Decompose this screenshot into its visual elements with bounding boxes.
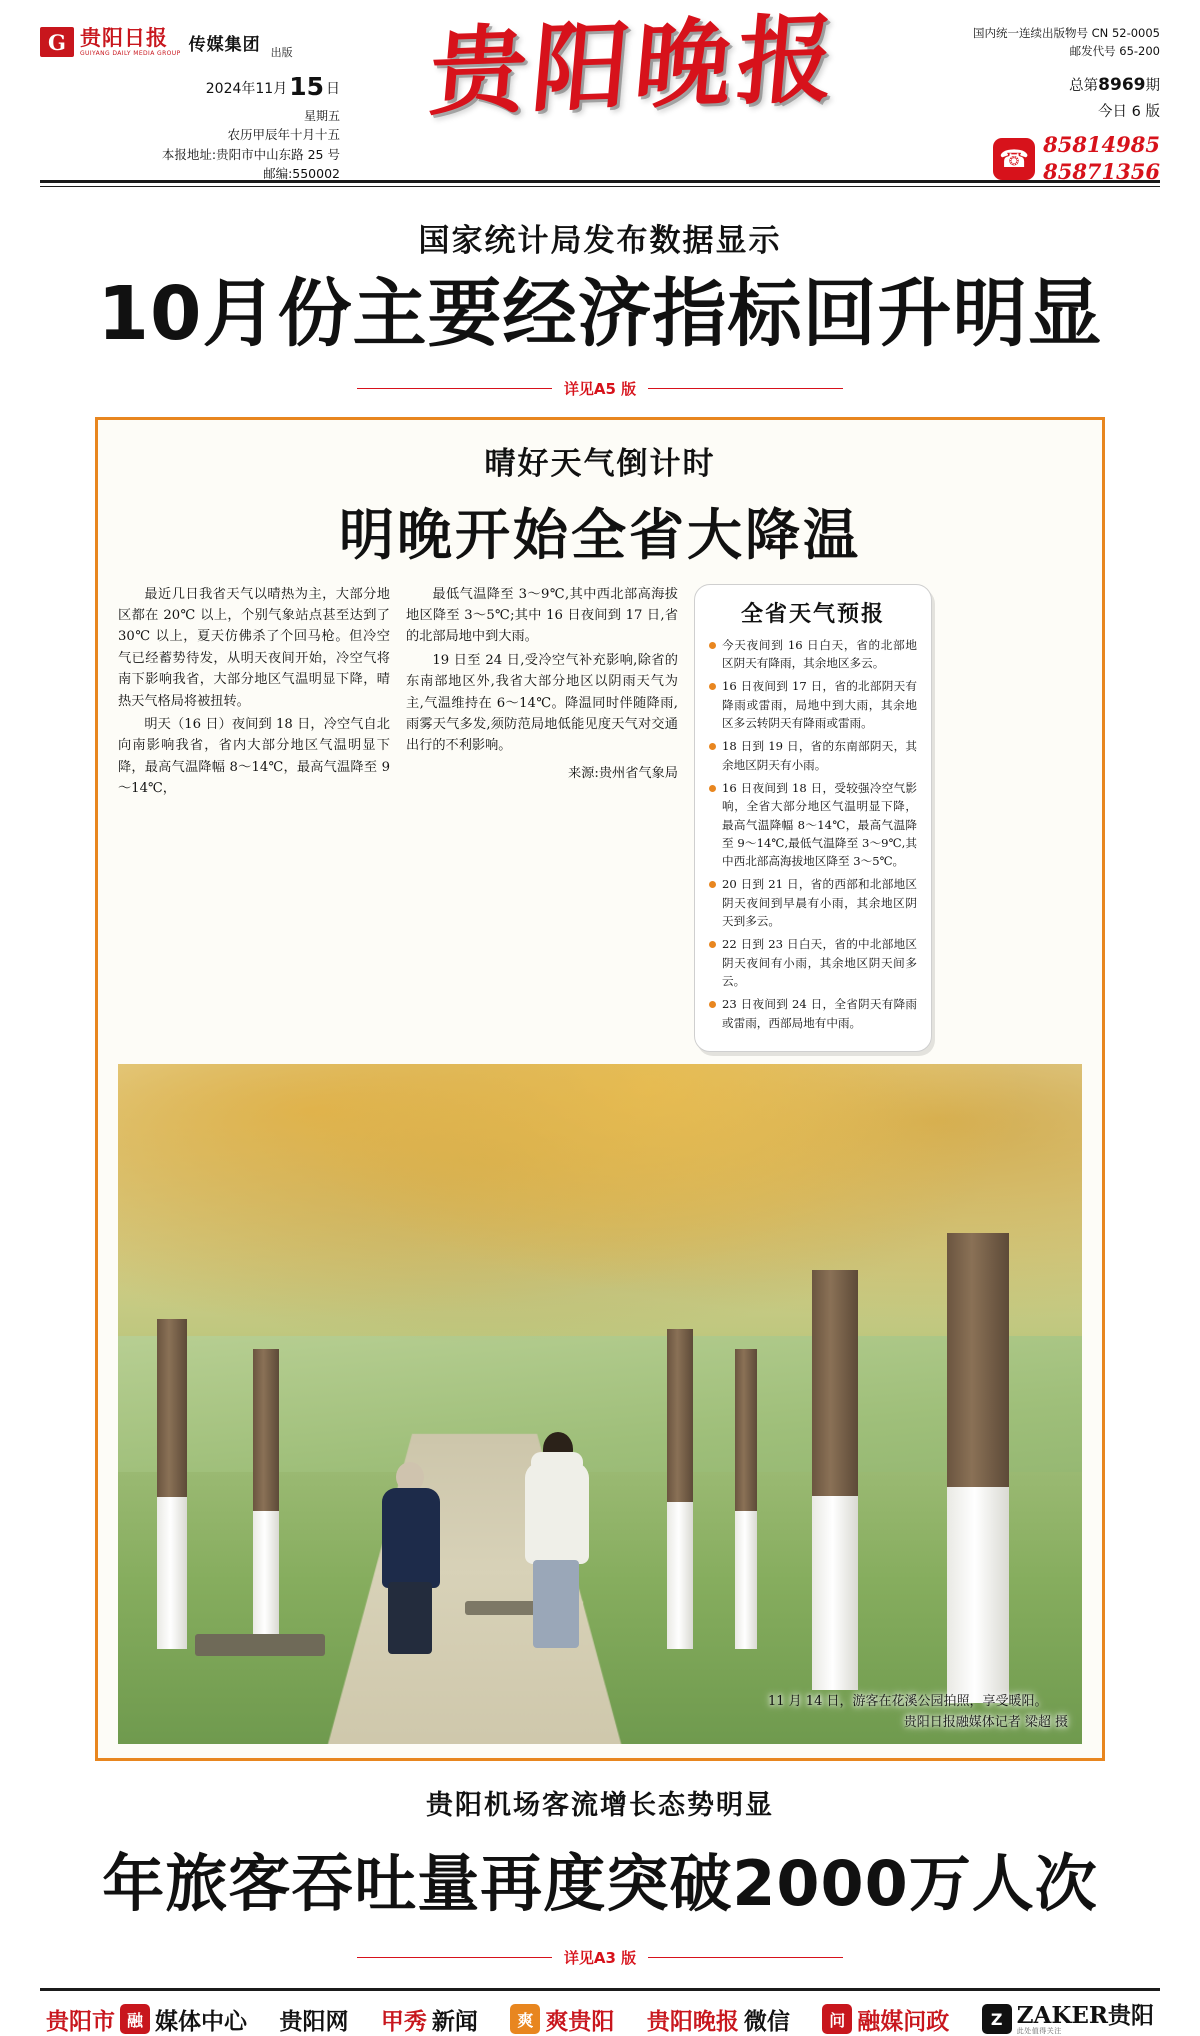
footer-label-black: ZAKER贵阳 <box>1016 2001 1154 2029</box>
postal-zip: 邮编:550002 <box>263 166 340 182</box>
photo-tree <box>253 1349 279 1649</box>
hotline-1: 85814985 <box>1043 132 1160 158</box>
zaker-icon: Z <box>982 2004 1012 2034</box>
masthead <box>40 0 1160 184</box>
issue-number-line <box>930 71 1160 125</box>
feature-story-box <box>95 417 1105 1761</box>
group-name-cn: 贵阳日报 <box>80 25 168 50</box>
issn-line: 国内统一连续出版物号 CN 52-0005 <box>973 26 1160 40</box>
masthead-center <box>340 1 930 130</box>
footer-item-media-center[interactable] <box>46 2003 247 2036</box>
footer-item-jiaxiu-news[interactable] <box>381 2003 478 2036</box>
feature-column-1 <box>118 584 390 1052</box>
hotline-numbers <box>1043 132 1160 185</box>
lead-kicker: 国家统计局发布数据显示 <box>418 223 782 259</box>
weather-item: 18 日到 19 日，省的东南部阴天，其余地区阴天有小雨。 <box>709 737 917 774</box>
photo-person-walking <box>378 1462 444 1662</box>
see-more-rule-right <box>648 1957 843 1958</box>
office-address: 本报地址:贵阳市中山东路 25 号 <box>161 146 340 162</box>
weekday: 星期五 <box>303 108 340 123</box>
group-suffix: 传媒集团 <box>188 34 261 55</box>
dateline <box>40 68 340 183</box>
issue-suffix: 期 <box>1145 77 1160 94</box>
footer-label-red: 融媒问政 <box>857 2007 950 2035</box>
group-logo-icon: G <box>40 27 74 57</box>
photo-credit: 贵阳日报融媒体记者 梁超 摄 <box>903 1715 1068 1731</box>
weather-forecast-title: 全省天气预报 <box>740 600 885 627</box>
photo-tree <box>735 1349 757 1649</box>
feature-photo <box>118 1064 1082 1744</box>
footer-label-red: 贵阳市 <box>46 2007 115 2035</box>
photo-person-photographing <box>523 1432 593 1662</box>
feature-col1-para2: 明天（16 日）夜间到 18 日，冷空气自北向南影响我省，省内大部分地区气温明显下降，最高气温降幅 8～14℃，最高气温降至 9～14℃， <box>118 716 390 797</box>
footer-label-red: 贵阳晚报 <box>646 2007 739 2035</box>
feature-kicker: 晴好天气倒计时 <box>484 445 716 482</box>
lunar-date: 农历甲辰年十月十五 <box>227 127 340 143</box>
lead-story <box>40 187 1160 399</box>
feature-column-2 <box>406 584 678 1052</box>
media-center-icon: 融 <box>120 2004 150 2034</box>
shuang-guiyang-icon: 爽 <box>510 2004 540 2034</box>
footer-item-wechat[interactable] <box>647 2003 790 2036</box>
issue-year-month: 2024年11月 <box>205 81 288 97</box>
see-more-rule-left <box>357 388 552 389</box>
secondary-story <box>40 1783 1160 1968</box>
weather-item: 20 日到 21 日，省的西部和北部地区阴天夜间到早晨有小雨，其余地区阴天到多云。 <box>709 875 917 930</box>
photo-caption <box>768 1692 1068 1734</box>
weather-item: 16 日夜间到 17 日，省的北部阴天有降雨或雷雨，局地中到大雨，其余地区多云转阴天有降雨或雷雨。 <box>709 677 917 732</box>
weather-item: 今天夜间到 16 日白天，省的北部地区阴天有降雨，其余地区多云。 <box>709 636 917 673</box>
issue-day-suffix: 日 <box>326 81 340 97</box>
secondary-headline[interactable]: 年旅客吞吐量再度突破2000万人次 <box>102 1846 1098 1920</box>
feature-col2-para2: 19 日至 24 日,受冷空气补充影响,除省的东南部地区外,我省大部分地区以阴雨天气为主,气温维持在 6～14℃。降温同时伴随降雨,雨雾天气多发,须防范局地低能见度天气对交通出行的不利影响。 <box>406 652 678 754</box>
photo-tree <box>947 1233 1009 1703</box>
footer-item-rongmei-wenzheng[interactable] <box>822 2003 949 2036</box>
photo-tree <box>667 1329 693 1649</box>
lead-see-more[interactable] <box>40 378 1160 399</box>
lead-headline[interactable]: 10月份主要经济指标回升明显 <box>97 271 1103 357</box>
photo-bench <box>195 1634 325 1656</box>
weather-item: 16 日夜间到 18 日，受较强冷空气影响，全省大部分地区气温明显下降，最高气温降幅 8～14℃，最高气温降至 9～14℃,最低气温降至 3～9℃,其中西北部高海拔地区降至 3～5℃。 <box>709 779 917 871</box>
footer-label-black: 媒体中心 <box>155 2007 247 2035</box>
secondary-kicker: 贵阳机场客流增长态势明显 <box>426 1789 774 1821</box>
group-logo-text <box>80 25 181 57</box>
feature-headline[interactable]: 明晚开始全省大降温 <box>338 502 861 567</box>
see-more-rule-right <box>648 388 843 389</box>
feature-source: 来源:贵州省气象局 <box>568 765 678 781</box>
phone-icon: ☎ <box>993 138 1035 180</box>
photo-caption-text: 11 月 14 日，游客在花溪公园拍照，享受暖阳。 <box>768 1694 1048 1710</box>
issue-day: 15 <box>289 72 324 101</box>
footer-label-red: 甲秀 <box>380 2007 427 2035</box>
photo-tree <box>812 1270 858 1690</box>
publisher-label: 出版 <box>270 46 293 59</box>
publisher-logo <box>40 22 340 62</box>
footer-label-red: 爽贵阳 <box>545 2007 615 2035</box>
masthead-left <box>40 18 340 183</box>
issue-date <box>40 68 340 107</box>
issue-label: 总第 <box>1069 77 1099 94</box>
footer-label-sub: 此处值得关注 <box>1016 2027 1062 2036</box>
footer-brand-bar <box>40 1991 1160 2036</box>
weather-forecast-box <box>694 584 932 1052</box>
footer-item-guiyang-net[interactable] <box>279 2003 348 2036</box>
pages-today: 今日 6 版 <box>1098 103 1160 120</box>
secondary-see-more[interactable] <box>40 1947 1160 1968</box>
photo-tree <box>157 1319 187 1649</box>
rongmei-icon: 问 <box>822 2004 852 2034</box>
hotline-block <box>930 132 1160 185</box>
group-name-en: GUIYANG DAILY MEDIA GROUP <box>80 49 181 57</box>
feature-col1-para1: 最近几日我省天气以晴热为主，大部分地区都在 20℃ 以上，个别气象站点甚至达到了 30℃ 以上，夏天仿佛杀了个回马枪。但冷空气已经蓄势待发，从明天夜间开始，冷空气将南下影响我省，大部分地区气温明显下降，晴热天气格局将被扭转。 <box>118 586 390 709</box>
footer-label-black: 贵阳网 <box>279 2007 349 2035</box>
feature-col2-para1: 最低气温降至 3～9℃,其中西北部高海拔地区降至 3～5℃;其中 16 日夜间到 17 日,省的北部局地中到大雨。 <box>406 586 678 645</box>
weather-item: 23 日夜间到 24 日，全省阴天有降雨或雷雨，西部局地有中雨。 <box>709 995 917 1032</box>
photo-tree-canopy <box>118 1064 1082 1377</box>
footer-item-shuang-guiyang[interactable] <box>510 2003 614 2036</box>
footer-label-black: 微信 <box>743 2007 790 2035</box>
footer-item-zaker[interactable] <box>982 2003 1154 2036</box>
see-more-rule-left <box>357 1957 552 1958</box>
masthead-right <box>930 18 1160 185</box>
issue-number: 8969 <box>1098 74 1146 95</box>
secondary-see-more-label[interactable]: 详见A3 版 <box>563 1948 637 1967</box>
lead-see-more-label[interactable]: 详见A5 版 <box>563 379 637 398</box>
feature-body <box>118 584 1082 1052</box>
weather-item: 22 日到 23 日白天，省的中北部地区阴天夜间有小雨，其余地区阴天间多云。 <box>709 935 917 990</box>
footer-label-black: 新闻 <box>431 2007 478 2035</box>
newspaper-title: 贵阳晚报 <box>425 1 845 130</box>
hotline-2: 85871356 <box>1043 158 1160 184</box>
postal-code-line: 邮发代号 65-200 <box>1069 44 1160 59</box>
